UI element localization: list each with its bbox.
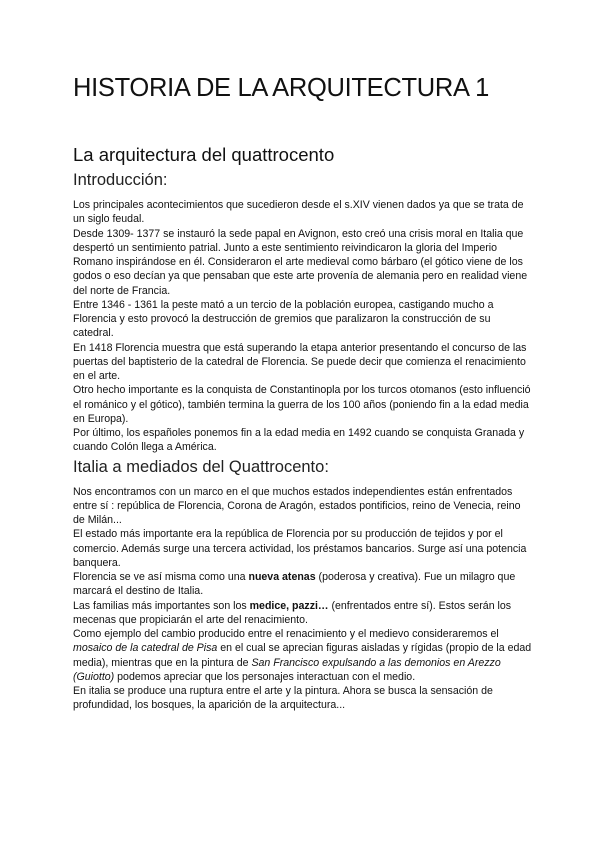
italia-paragraph [73,599,533,628]
document-title: HISTORIA DE LA ARQUITECTURA 1 [73,74,489,102]
artwork-title: mosaico de la catedral de Pisa [73,642,218,655]
document-page [73,70,533,713]
intro-paragraph: Por último, los españoles ponemos fin a la edad media en 1492 cuando se conquista Granada y cuando Colón llega a América. [73,427,525,454]
italia-paragraph: Nos encontramos con un marco en el que muchos estados independientes están enfrentados entre sí : república de Florencia, Corona de Aragón, estados pontificios, reino de Venecia, reino de Milán... [73,485,521,526]
intro-paragraph: Otro hecho importante es la conquista de Constantinopla por los turcos otomanos (esto influenció el románico y el gótico), también termina la guerra de los 100 años (poniendo fin a la edad media en Europa). [73,384,531,425]
bold-term: medice, pazzi… [249,599,329,612]
text-segment: (poderosa y creativa). Fue un milagro que marcará el destino de Italia. [73,571,516,598]
italia-paragraph: En italia se produce una ruptura entre el arte y la pintura. Ahora se busca la sensación de profundidad, los bosques, la aparición de la arquitectura... [73,685,493,712]
italia-body [73,485,533,713]
intro-paragraph: Los principales acontecimientos que sucedieron desde el s.XIV vienen dados ya que se trata de un siglo feudal. [73,199,524,226]
text-segment: Florencia se ve así misma como una [73,571,249,583]
text-segment: en el cual se aprecian figuras aisladas y rígidas (propio de la edad media), mientras que en la pintura de [73,642,532,669]
section-title: La arquitectura del quattrocento [73,144,335,165]
italia-paragraph: El estado más importante era la república de Florencia por su producción de tejidos y por el comercio. Además surge una tercera actividad, los préstamos bancarios. Surge así una potencia banquera. [73,528,527,569]
intro-paragraph: En 1418 Florencia muestra que está superando la etapa anterior presentando el concurso de las puertas del baptisterio de la catedral de Florencia. Se puede decir que comienza el renacimiento en el arte. [73,341,527,382]
introduccion-body [73,198,533,455]
artwork-title: San Francisco expulsando a las demonios en Arezzo (Guiotto) [73,656,501,683]
text-segment: Las familias más importantes son los [73,599,250,612]
bold-term: nueva atenas [248,571,316,583]
italia-heading: Italia a mediados del Quattrocento: [73,457,329,476]
italia-paragraph [73,570,533,599]
intro-paragraph: Entre 1346 - 1361 la peste mató a un tercio de la población europea, castigando mucho a Florencia y esto provocó la destrucción de gremios que paralizaron la construcción de su catedral. [73,298,494,340]
intro-paragraph: Desde 1309- 1377 se instauró la sede papal en Avignon, esto creó una crisis moral en Italia que despertó un sentimiento patrial. Junto a este sentimiento reivindicaron la gloria del Imperio Romano inspirándose en él. Consideraron el arte medieval como bárbaro (el gótico viene de los godos o eso decían ya que pensaban que este arte provenía de alemania pero en realidad viene del norte de Francia. [73,227,528,297]
text-segment: Como ejemplo del cambio producido entre el renacimiento y el medievo consideraremos el [73,628,499,640]
introduccion-heading: Introducción: [73,171,168,189]
text-segment: podemos apreciar que los personajes interactuan con el medio. [114,670,416,683]
text-segment: (enfrentados entre sí). Estos serán los mecenas que propiciarán el arte del renacimiento. [73,599,512,626]
italia-paragraph [73,627,533,684]
